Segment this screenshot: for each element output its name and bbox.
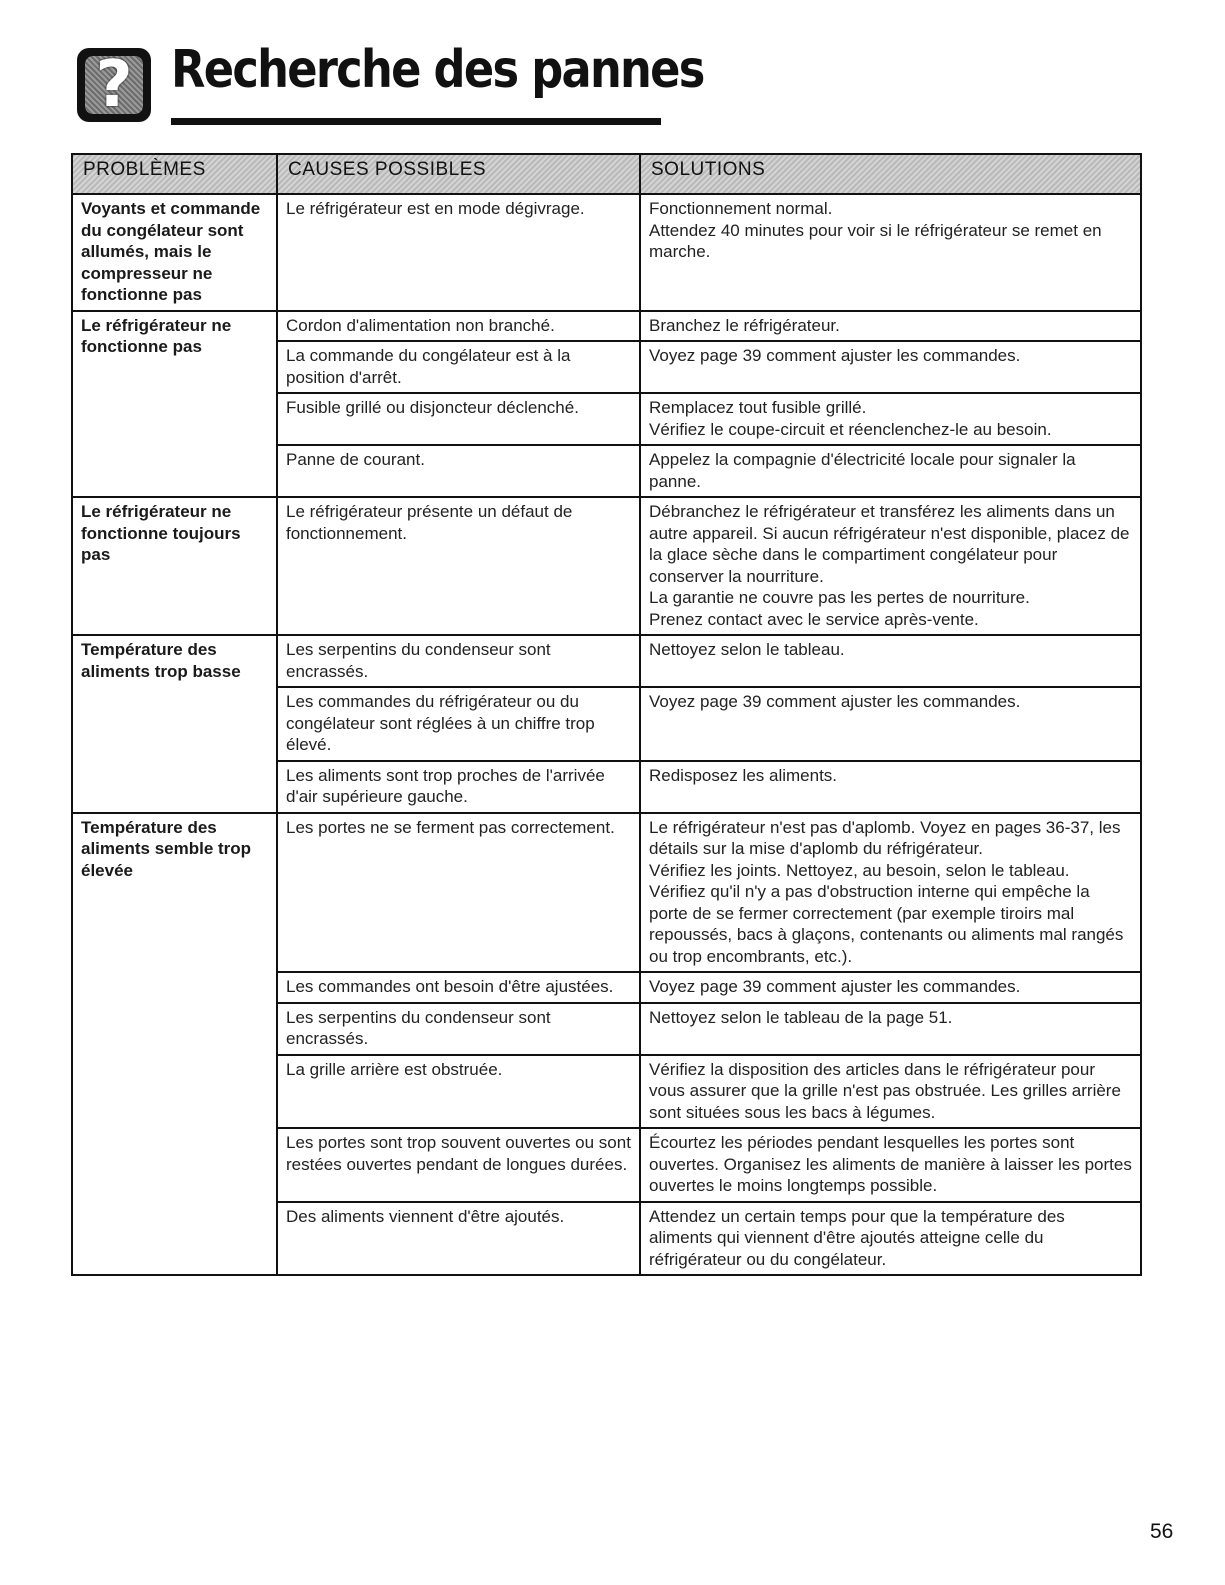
page-header: [77, 40, 704, 124]
header-solutions: SOLUTIONS: [640, 154, 1141, 194]
solution-cell: [640, 687, 1141, 761]
cause-cell: Fusible grillé ou disjoncteur déclenché.: [277, 393, 640, 445]
solution-text: Le réfrigérateur n'est pas d'aplomb. Voyez en pages 36-37, les détails sur la mise d'aplomb du réfrigérateur.: [649, 817, 1121, 858]
header-causes: CAUSES POSSIBLES: [277, 154, 640, 194]
table-row: [72, 813, 1141, 973]
table-row: [72, 635, 1141, 687]
solution-text: Attendez un certain temps pour que la température des aliments qui viennent d'être ajoutés atteigne celle du réfrigérateur ou du congélateur.: [649, 1206, 1065, 1269]
question-mark-icon: ?: [77, 48, 151, 122]
header-problems: PROBLÈMES: [72, 154, 277, 194]
cause-cell: Le réfrigérateur présente un défaut de fonctionnement.: [277, 497, 640, 635]
solution-cell: [640, 1202, 1141, 1276]
table-row: [72, 194, 1141, 311]
table-header-row: [72, 154, 1141, 194]
solution-cell: [640, 194, 1141, 311]
cause-cell: La grille arrière est obstruée.: [277, 1055, 640, 1129]
table-row: [72, 497, 1141, 635]
solution-text: Débranchez le réfrigérateur et transférez les aliments dans un autre appareil. Si aucun réfrigérateur n'est disponible, placez de la glace sèche dans le compartiment congélateur pour conserver la nourriture.: [649, 502, 1130, 586]
solution-text: Branchez le réfrigérateur.: [649, 315, 840, 335]
title-underline: [171, 118, 661, 125]
solution-text: Remplacez tout fusible grillé.: [649, 398, 867, 417]
solution-cell: [640, 972, 1141, 1003]
cause-cell: Les portes sont trop souvent ouvertes ou sont restées ouvertes pendant de longues durées.: [277, 1128, 640, 1202]
solution-text: Voyez page 39 comment ajuster les commandes.: [649, 346, 1021, 365]
solution-text: Redisposez les aliments.: [649, 765, 838, 785]
solution-text: Vérifiez le coupe-circuit et réenclenchez-le au besoin.: [649, 419, 1052, 439]
solution-text: Vérifiez les joints. Nettoyez, au besoin, selon le tableau.: [649, 860, 1070, 880]
problem-cell: Voyants et commande du congélateur sont allumés, mais le compresseur ne fonctionne pas: [72, 194, 277, 311]
solution-cell: [640, 445, 1141, 497]
problem-cell: Température des aliments semble trop élevée: [72, 813, 277, 1276]
solution-cell: [640, 311, 1141, 342]
solution-text: Attendez 40 minutes pour voir si le réfrigérateur se remet en marche.: [649, 220, 1102, 261]
solution-text: Vérifiez qu'il n'y a pas d'obstruction interne qui empêche la porte de se fermer correctement (par exemple tiroirs mal repoussés, bacs à glaçons, contenants ou aliments mal rangés ou trop encombrants, etc.).: [649, 882, 1124, 966]
solution-cell: [640, 497, 1141, 635]
solution-text: Appelez la compagnie d'électricité locale pour signaler la panne.: [649, 450, 1076, 491]
problem-cell: Le réfrigérateur ne fonctionne pas: [72, 311, 277, 498]
solution-text: Vérifiez la disposition des articles dans le réfrigérateur pour vous assurer que la grille n'est pas obstruée. Les grilles arrière sont situées sous les bacs à légumes.: [649, 1059, 1121, 1122]
cause-cell: Les portes ne se ferment pas correctement.: [277, 813, 640, 973]
solution-text: Nettoyez selon le tableau.: [649, 640, 845, 659]
troubleshooting-table: [71, 153, 1142, 1276]
solution-text: Voyez page 39 comment ajuster les commandes.: [649, 977, 1021, 996]
solution-text: Nettoyez selon le tableau de la page 51.: [649, 1007, 953, 1027]
solution-cell: [640, 1128, 1141, 1202]
cause-cell: Panne de courant.: [277, 445, 640, 497]
solution-text: Prenez contact avec le service après-vente.: [649, 609, 979, 629]
cause-cell: Cordon d'alimentation non branché.: [277, 311, 640, 342]
cause-cell: Les serpentins du condenseur sont encrassés.: [277, 1003, 640, 1055]
page-number: 56: [1150, 1520, 1174, 1543]
solution-cell: [640, 761, 1141, 813]
solution-cell: [640, 393, 1141, 445]
cause-cell: Les commandes ont besoin d'être ajustées.: [277, 972, 640, 1003]
table-row: [72, 311, 1141, 342]
cause-cell: Les serpentins du condenseur sont encrassés.: [277, 635, 640, 687]
solution-text: La garantie ne couvre pas les pertes de nourriture.: [649, 588, 1030, 607]
cause-cell: Les aliments sont trop proches de l'arrivée d'air supérieure gauche.: [277, 761, 640, 813]
problem-cell: Le réfrigérateur ne fonctionne toujours pas: [72, 497, 277, 635]
solution-cell: [640, 341, 1141, 393]
solution-cell: [640, 813, 1141, 973]
solution-text: Voyez page 39 comment ajuster les commandes.: [649, 692, 1021, 711]
page-title: Recherche des pannes: [171, 40, 704, 100]
cause-cell: Le réfrigérateur est en mode dégivrage.: [277, 194, 640, 311]
solution-cell: [640, 1003, 1141, 1055]
solution-cell: [640, 635, 1141, 687]
cause-cell: Des aliments viennent d'être ajoutés.: [277, 1202, 640, 1276]
solution-cell: [640, 1055, 1141, 1129]
solution-text: Fonctionnement normal.: [649, 199, 833, 218]
solution-text: Écourtez les périodes pendant lesquelles les portes sont ouvertes. Organisez les aliments de manière à laisser les portes ouvertes le moins longtemps possible.: [649, 1133, 1132, 1195]
problem-cell: Température des aliments trop basse: [72, 635, 277, 813]
cause-cell: Les commandes du réfrigérateur ou du congélateur sont réglées à un chiffre trop élevé.: [277, 687, 640, 761]
cause-cell: La commande du congélateur est à la position d'arrêt.: [277, 341, 640, 393]
